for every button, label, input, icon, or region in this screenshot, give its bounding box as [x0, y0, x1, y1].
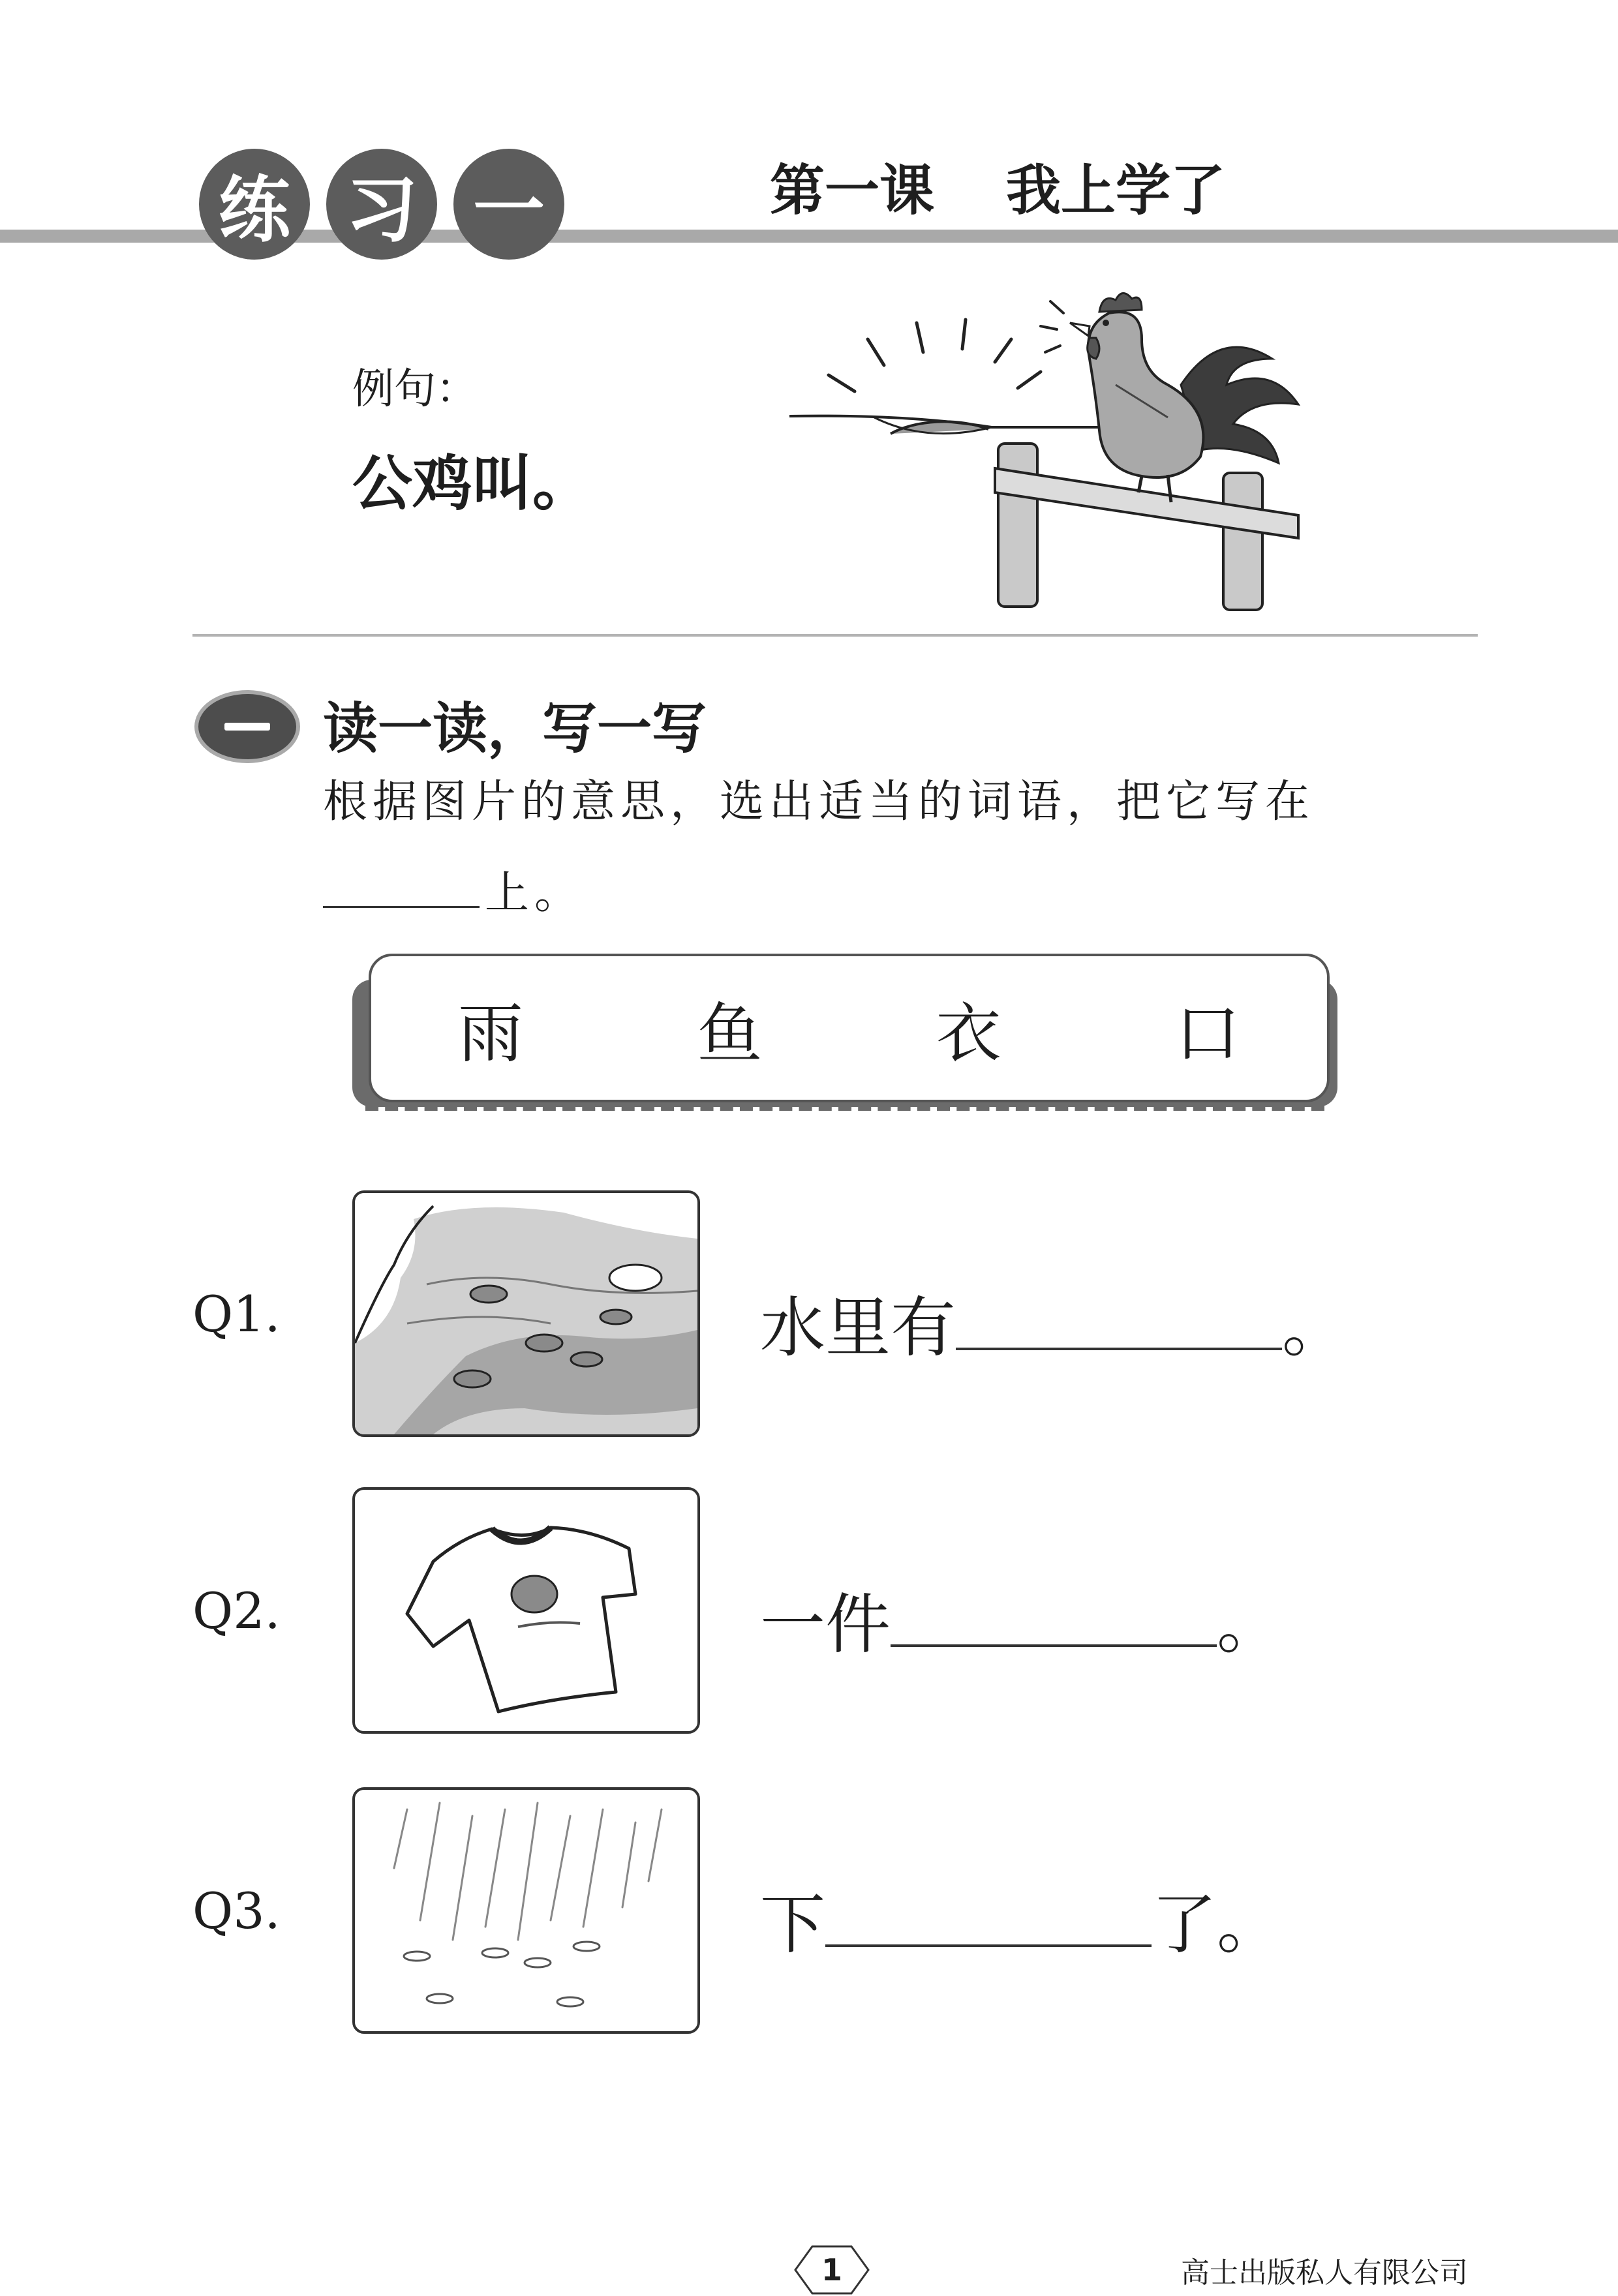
question-after: 。 — [1282, 1290, 1347, 1366]
instruction-text: 根据图片的意思，选出适当的词语，把它写在 — [323, 776, 1315, 828]
page-number-text: 1 — [821, 2252, 842, 2288]
lesson-title: 我上学了 — [1006, 158, 1226, 222]
word-bank-item: 鱼 — [697, 995, 763, 1072]
question-sentence — [760, 1275, 1347, 1369]
answer-blank[interactable] — [956, 1292, 1282, 1350]
question-after: 。 — [1217, 1586, 1282, 1663]
question-before: 水里有 — [760, 1290, 956, 1366]
answer-blank[interactable] — [891, 1589, 1217, 1647]
section-divider — [192, 634, 1478, 637]
river-fish-picture — [352, 1190, 700, 1437]
example-sentence: 公鸡叫。 — [352, 449, 593, 519]
question-before: 下 — [760, 1886, 825, 1963]
question-label: Q2. — [192, 1582, 281, 1640]
page-number — [793, 2244, 871, 2296]
section-instructions — [323, 757, 1497, 939]
word-bank-item: 雨 — [458, 995, 524, 1072]
exercise-char-1: 练 — [199, 149, 310, 260]
word-bank-item: 衣 — [936, 995, 1001, 1072]
lesson-heading — [770, 147, 1225, 226]
question-after: 了。 — [1152, 1886, 1282, 1963]
exercise-char-3: 一 — [453, 149, 564, 260]
word-bank — [369, 954, 1330, 1102]
t-shirt-picture — [352, 1487, 700, 1734]
question-before: 一件 — [760, 1586, 891, 1663]
rooster-illustration — [776, 287, 1331, 613]
question-sentence — [760, 1872, 1282, 1966]
question-label: Q3. — [192, 1882, 281, 1940]
lesson-number: 第一课 — [770, 158, 935, 222]
exercise-char-2: 习 — [326, 149, 437, 260]
instruction-blank — [323, 867, 480, 908]
section-number-badge — [194, 690, 300, 763]
answer-blank[interactable] — [825, 1889, 1152, 1947]
section-title: 读一读，写一写 — [323, 697, 707, 761]
word-bank-dashes — [365, 1104, 1324, 1111]
question-label: Q1. — [192, 1285, 281, 1343]
publisher-name: 高士出版私人有限公司 — [1181, 2256, 1468, 2289]
instruction-tail: 上。 — [485, 868, 585, 919]
question-sentence — [760, 1572, 1282, 1666]
word-bank-item: 口 — [1174, 995, 1240, 1072]
section-number-glyph — [224, 723, 270, 731]
example-label: 例句： — [352, 365, 478, 414]
rain-picture — [352, 1787, 700, 2034]
